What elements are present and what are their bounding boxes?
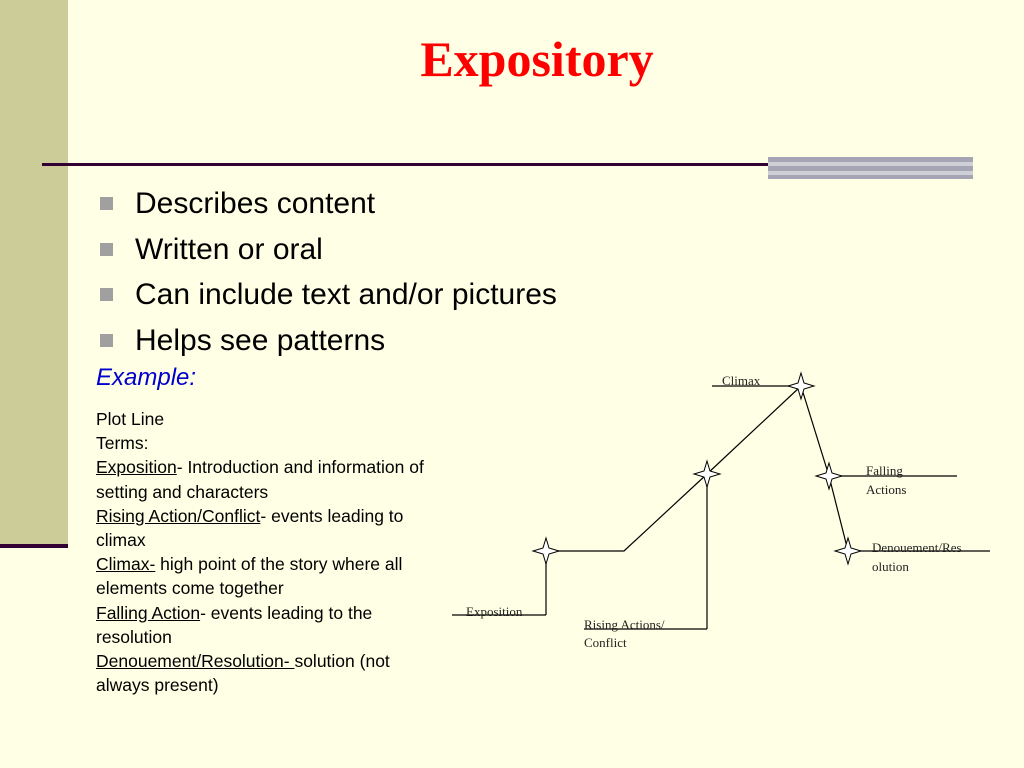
term-name: Rising Action/Conflict bbox=[96, 505, 261, 526]
term-name: Exposition bbox=[96, 457, 177, 478]
bullet-text: Written or oral bbox=[135, 232, 323, 266]
bullet-text: Can include text and/or pictures bbox=[135, 278, 557, 311]
climax-label: Climax bbox=[722, 373, 761, 388]
falling-label-line2: Actions bbox=[866, 482, 907, 497]
slide-title: Expository bbox=[420, 31, 654, 87]
term-name: Denouement/Resolution- bbox=[96, 651, 295, 672]
star-marker-icon bbox=[835, 538, 861, 564]
rising-label-line1: Rising Actions/ bbox=[584, 617, 665, 632]
bullet-text: Describes content bbox=[135, 187, 376, 220]
falling-label-line1: Falling bbox=[866, 463, 903, 478]
plot-line-heading: Plot Line bbox=[96, 409, 165, 429]
star-marker-icon bbox=[816, 463, 842, 489]
term-definition: high point of the story where all elements come together bbox=[96, 554, 403, 599]
term-definition: - Introduction and information of setting and characters bbox=[96, 457, 424, 502]
term-definition: - events leading to climax bbox=[96, 505, 404, 551]
plot-line-path bbox=[546, 386, 848, 551]
term-definition: - events leading to the resolution bbox=[96, 602, 373, 647]
term-definition: solution (not always present) bbox=[96, 651, 390, 696]
denouement-label-line1: Denouement/Res bbox=[872, 540, 962, 555]
term-name: Climax- bbox=[96, 554, 156, 575]
exposition-label: Exposition bbox=[466, 604, 523, 619]
rising-label-line2: Conflict bbox=[584, 635, 627, 650]
terms-heading: Terms: bbox=[96, 433, 149, 454]
star-marker-icon bbox=[533, 538, 559, 564]
bullet-text: Helps see patterns bbox=[135, 323, 386, 357]
example-label: Example: bbox=[96, 364, 197, 391]
denouement-label-line2: olution bbox=[872, 559, 909, 574]
term-name: Falling Action bbox=[96, 602, 201, 623]
